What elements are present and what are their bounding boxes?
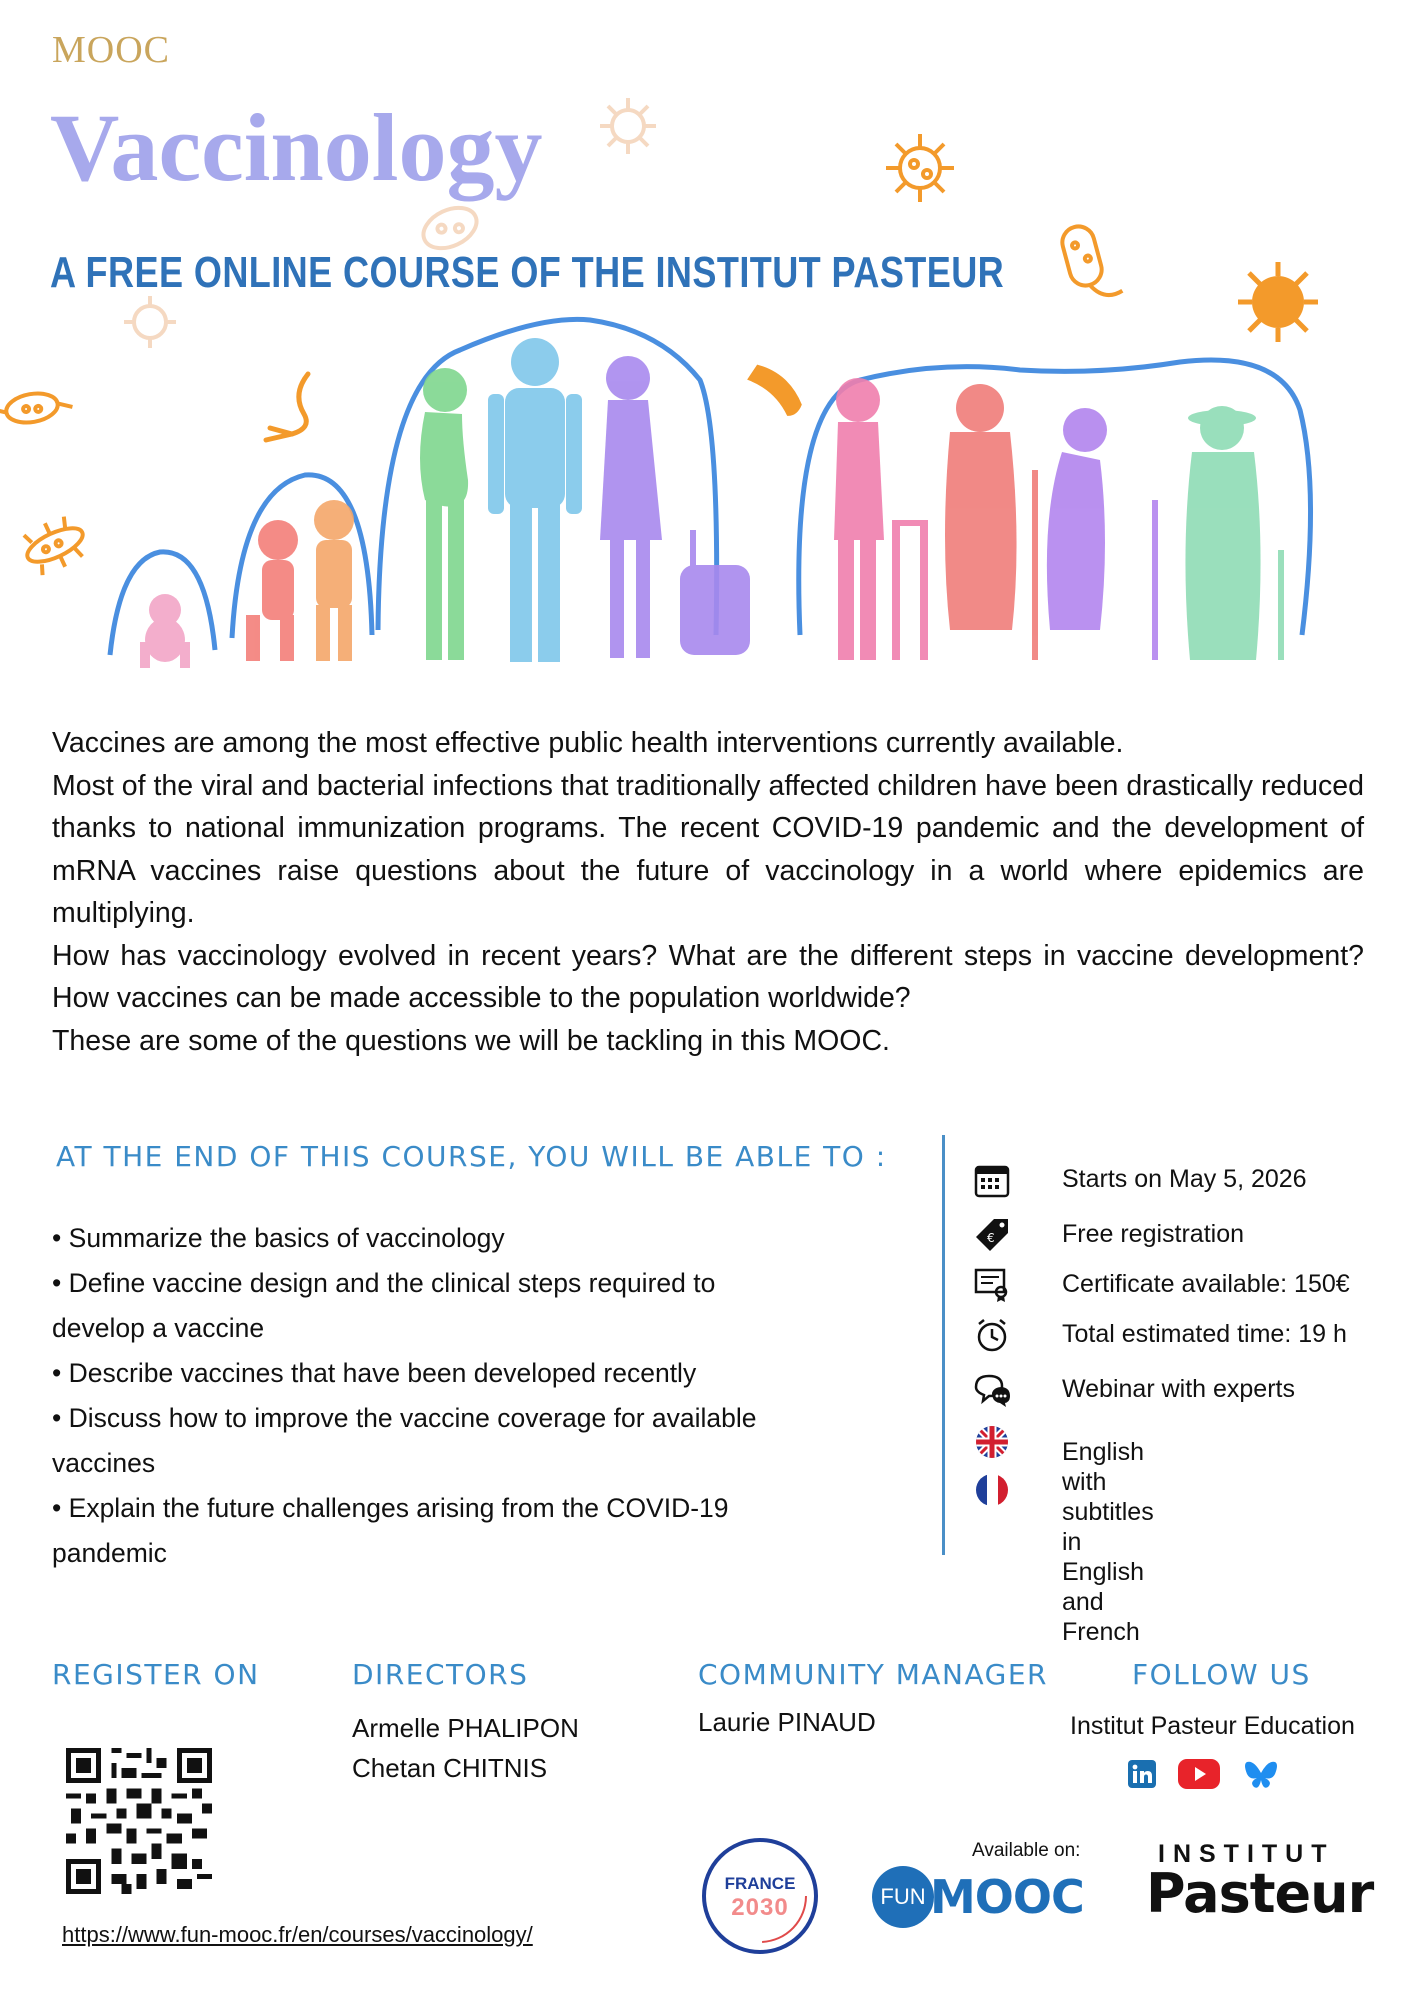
community-heading: COMMUNITY MANAGER <box>698 1658 1048 1691</box>
director-name: Chetan CHITNIS <box>352 1753 548 1783</box>
info-webinar <box>972 1370 1295 1410</box>
time-text: Total estimated time: 19 h <box>1062 1320 1347 1348</box>
fun-mooc-logo <box>872 1866 1084 1928</box>
alarm-clock-icon <box>972 1315 1012 1355</box>
hero-illustration <box>0 290 1414 690</box>
fr-flag-icon <box>975 1473 1009 1507</box>
follow-heading: FOLLOW US <box>1132 1658 1311 1691</box>
description-paragraph: These are some of the questions we will be tackling in this MOOC. <box>52 1024 890 1057</box>
language-flags-icon <box>972 1425 1012 1515</box>
elderly-walker-figure <box>834 378 928 660</box>
follow-account: Institut Pasteur Education <box>1070 1712 1355 1740</box>
price-tag-icon <box>972 1215 1012 1255</box>
director-name: Armelle PHALIPON <box>352 1713 579 1743</box>
mooc-wordmark: MOOC <box>930 1870 1084 1924</box>
list-item: • Summarize the basics of vaccinology <box>52 1223 505 1253</box>
course-subtitle: A FREE ONLINE COURSE OF THE INSTITUT PASTEUR <box>50 248 1005 297</box>
qr-code[interactable] <box>66 1748 212 1894</box>
directors-heading: DIRECTORS <box>352 1658 529 1691</box>
elderly-hat-figure <box>1185 406 1284 660</box>
elderly-woman-figure <box>945 384 1038 660</box>
description-paragraph: Most of the viral and bacterial infections that traditionally affected children have been drastically reduced thanks to national immunization programs. The recent COVID-19 pandemic and the development of mRNA vaccines raise questions about the future of vaccinology in a world where epidemics are multiplying. <box>52 769 1364 929</box>
bluesky-icon[interactable] <box>1244 1760 1278 1795</box>
certificate-icon <box>972 1265 1012 1305</box>
list-item: • Define vaccine design and the clinical steps required to develop a vaccine <box>52 1268 716 1343</box>
traveler-figure <box>600 356 750 658</box>
description-paragraph: Vaccines are among the most effective public health interventions currently available. <box>52 727 1124 759</box>
description-paragraph: How has vaccinology evolved in recent years? What are the different steps in vaccine development? How vaccines can be made accessible to the population worldwide? <box>52 939 1364 1014</box>
info-start-date <box>972 1160 1307 1200</box>
list-item: • Describe vaccines that have been developed recently <box>52 1358 697 1388</box>
virus-icon <box>886 134 954 202</box>
france-2030-logo <box>700 1836 820 1961</box>
outcomes-list <box>52 1216 812 1576</box>
chat-bubbles-icon <box>972 1370 1012 1410</box>
webinar-text: Webinar with experts <box>1062 1375 1295 1403</box>
list-item: • Discuss how to improve the vaccine coverage for available vaccines <box>52 1403 757 1478</box>
pregnant-woman-figure <box>420 368 468 660</box>
elderly-bent-figure <box>1047 408 1158 660</box>
registration-text: Free registration <box>1062 1220 1245 1248</box>
france-2030-line2: 2030 <box>731 1894 789 1921</box>
start-date-text: Starts on May 5, 2026 <box>1062 1165 1307 1193</box>
bacterium-icon <box>417 200 483 256</box>
fun-badge: FUN <box>872 1866 934 1928</box>
child-figure <box>314 500 354 661</box>
language-text: English with subtitles in English and French <box>1062 1438 1154 1646</box>
course-description <box>52 722 1364 1062</box>
directors-list <box>352 1708 579 1788</box>
register-url-link[interactable]: https://www.fun-mooc.fr/en/courses/vaccinology/ <box>62 1922 533 1947</box>
uk-flag-icon <box>975 1425 1009 1459</box>
mooc-label: MOOC <box>52 29 171 71</box>
pasteur-logo-top: INSTITUT <box>1158 1840 1335 1868</box>
virus-icon <box>600 98 656 154</box>
svg-text:€: € <box>987 1231 995 1245</box>
available-on-label: Available on: <box>972 1840 1081 1861</box>
divider <box>942 1135 945 1555</box>
infant-figure <box>140 594 190 668</box>
info-time <box>972 1315 1347 1355</box>
france-2030-line1: FRANCE <box>724 1874 796 1893</box>
register-heading: REGISTER ON <box>52 1658 260 1691</box>
child-figure <box>246 520 298 661</box>
outcomes-heading: AT THE END OF THIS COURSE, YOU WILL BE ABLE TO : <box>56 1140 887 1173</box>
info-certificate <box>972 1265 1350 1305</box>
youtube-icon[interactable] <box>1178 1758 1220 1795</box>
list-item: • Explain the future challenges arising from the COVID-19 pandemic <box>52 1493 729 1568</box>
linkedin-icon[interactable] <box>1128 1760 1156 1793</box>
info-language <box>972 1425 1154 1646</box>
course-title: Vaccinology <box>50 94 543 201</box>
community-manager-name: Laurie PINAUD <box>698 1707 876 1737</box>
info-registration <box>972 1215 1245 1255</box>
calendar-icon <box>972 1160 1012 1200</box>
man-figure <box>488 338 582 662</box>
certificate-text: Certificate available: 150€ <box>1062 1270 1350 1298</box>
pasteur-logo-bottom: Pasteur <box>1146 1862 1374 1925</box>
